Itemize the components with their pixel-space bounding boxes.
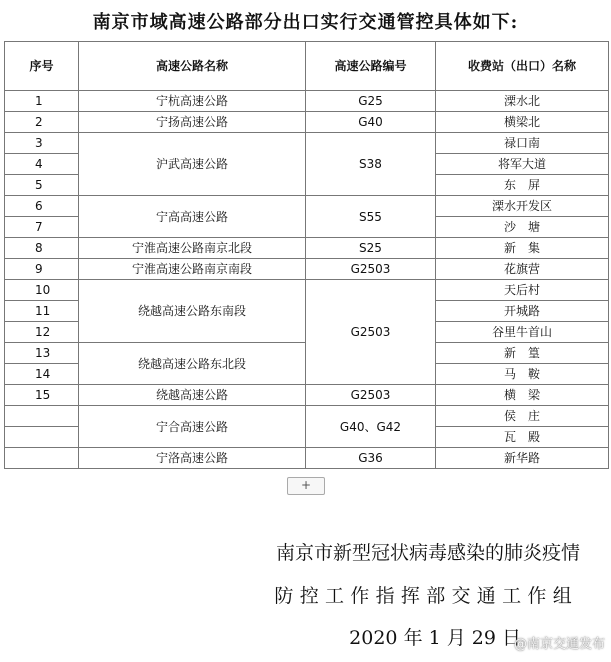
row-station-name: 马 鞍 xyxy=(436,364,609,385)
row-seq xyxy=(5,448,79,469)
row-station-name: 东 屏 xyxy=(436,175,609,196)
row-seq: 11 xyxy=(5,301,79,322)
table-row xyxy=(5,406,609,427)
row-road-code: S25 xyxy=(306,238,436,259)
row-seq: 1 xyxy=(5,91,79,112)
table-row xyxy=(5,133,609,154)
row-station-name: 侯 庄 xyxy=(436,406,609,427)
header-station-name: 收费站（出口）名称 xyxy=(436,42,609,91)
row-seq: 6 xyxy=(5,196,79,217)
table-row xyxy=(5,259,609,280)
row-station-name: 天后村 xyxy=(436,280,609,301)
row-road-code: G25 xyxy=(306,91,436,112)
table-row xyxy=(5,385,609,406)
row-road-name: 宁合高速公路 xyxy=(79,406,306,448)
row-station-name: 横梁北 xyxy=(436,112,609,133)
row-road-name: 沪武高速公路 xyxy=(79,133,306,196)
row-seq: 10 xyxy=(5,280,79,301)
row-seq: 13 xyxy=(5,343,79,364)
weibo-watermark: @南京交通发布 xyxy=(513,637,605,652)
header-road-code: 高速公路编号 xyxy=(306,42,436,91)
table-row xyxy=(5,280,609,301)
row-road-code: G2503 xyxy=(306,385,436,406)
row-road-code: G2503 xyxy=(306,259,436,280)
row-station-name: 新 集 xyxy=(436,238,609,259)
table-row xyxy=(5,112,609,133)
row-road-code: G40、G42 xyxy=(306,406,436,448)
row-seq: 8 xyxy=(5,238,79,259)
row-road-name: 宁洛高速公路 xyxy=(79,448,306,469)
row-seq xyxy=(5,406,79,427)
row-road-name: 宁高高速公路 xyxy=(79,196,306,238)
document-title: 南京市域高速公路部分出口实行交通管控具体如下: xyxy=(92,12,519,33)
header-seq: 序号 xyxy=(5,42,79,91)
row-seq: 14 xyxy=(5,364,79,385)
row-road-code: G36 xyxy=(306,448,436,469)
row-road-name: 宁淮高速公路南京北段 xyxy=(79,238,306,259)
traffic-control-table xyxy=(4,41,609,469)
expand-table-button[interactable]: + xyxy=(287,477,325,495)
row-station-name: 溧水开发区 xyxy=(436,196,609,217)
row-station-name: 溧水北 xyxy=(436,91,609,112)
table-body xyxy=(5,91,609,469)
row-seq: 3 xyxy=(5,133,79,154)
signature-line-2: 防控工作指挥部交通工作组 xyxy=(274,585,578,607)
row-road-code: S38 xyxy=(306,133,436,196)
row-road-code: G40 xyxy=(306,112,436,133)
row-seq: 9 xyxy=(5,259,79,280)
table-row xyxy=(5,91,609,112)
row-seq: 2 xyxy=(5,112,79,133)
row-station-name: 横 梁 xyxy=(436,385,609,406)
table-row xyxy=(5,448,609,469)
row-station-name: 新 篁 xyxy=(436,343,609,364)
row-seq xyxy=(5,427,79,448)
table-row xyxy=(5,196,609,217)
row-seq: 7 xyxy=(5,217,79,238)
row-station-name: 谷里牛首山 xyxy=(436,322,609,343)
row-station-name: 禄口南 xyxy=(436,133,609,154)
row-road-name: 绕越高速公路东北段 xyxy=(79,343,306,385)
row-station-name: 瓦 殿 xyxy=(436,427,609,448)
row-station-name: 花旗营 xyxy=(436,259,609,280)
table-header-row xyxy=(5,42,609,91)
row-road-code: S55 xyxy=(306,196,436,238)
row-seq: 15 xyxy=(5,385,79,406)
row-road-name: 宁杭高速公路 xyxy=(79,91,306,112)
row-seq: 5 xyxy=(5,175,79,196)
row-road-name: 绕越高速公路 xyxy=(79,385,306,406)
row-station-name: 沙 塘 xyxy=(436,217,609,238)
row-station-name: 开城路 xyxy=(436,301,609,322)
table-row xyxy=(5,238,609,259)
row-station-name: 将军大道 xyxy=(436,154,609,175)
row-road-code: G2503 xyxy=(306,280,436,385)
header-road-name: 高速公路名称 xyxy=(79,42,306,91)
signature-date: 2020 年 1 月 29 日 xyxy=(349,627,521,649)
row-seq: 4 xyxy=(5,154,79,175)
row-seq: 12 xyxy=(5,322,79,343)
row-road-name: 宁扬高速公路 xyxy=(79,112,306,133)
signature-line-1: 南京市新型冠状病毒感染的肺炎疫情 xyxy=(275,542,580,564)
row-road-name: 绕越高速公路东南段 xyxy=(79,280,306,343)
row-station-name: 新华路 xyxy=(436,448,609,469)
row-road-name: 宁淮高速公路南京南段 xyxy=(79,259,306,280)
